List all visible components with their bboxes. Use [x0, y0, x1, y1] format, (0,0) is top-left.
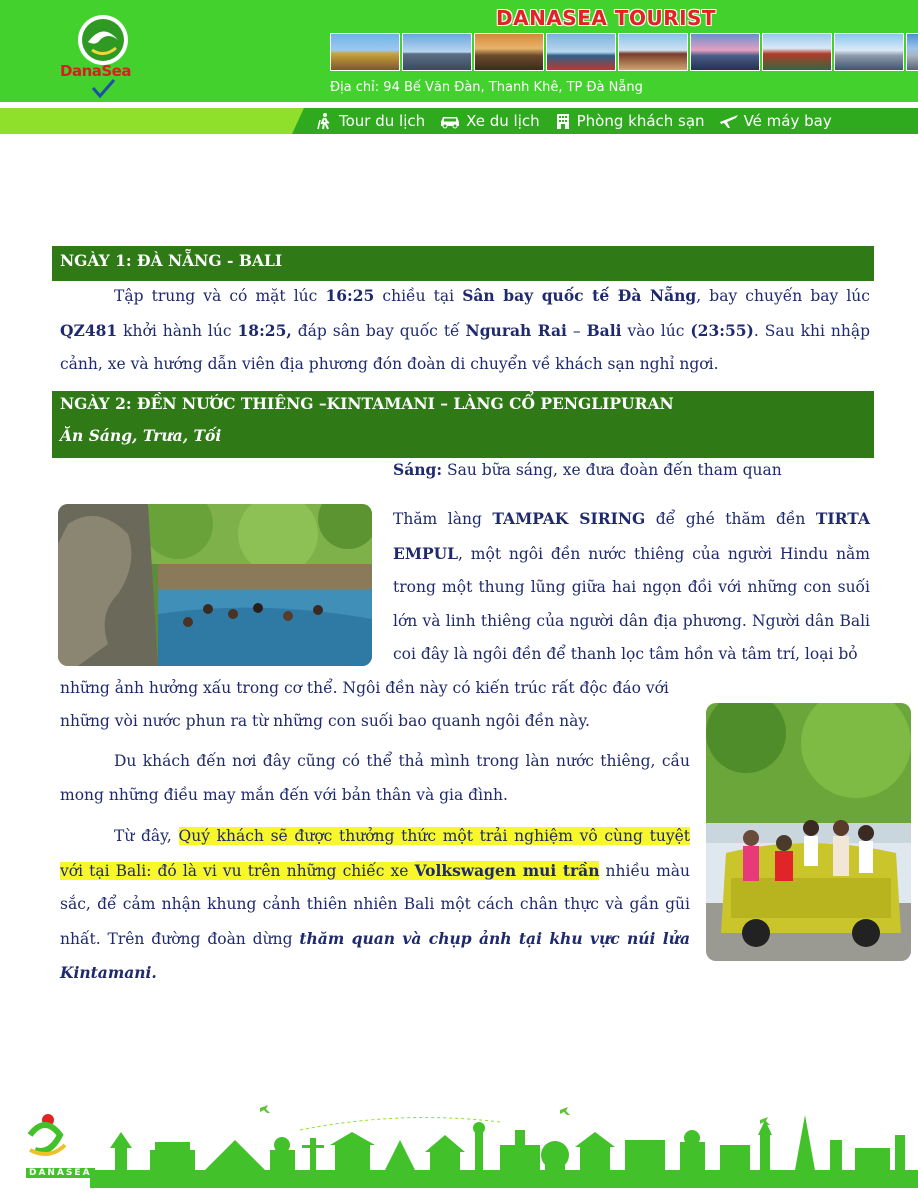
volkswagen-group-photo [706, 703, 911, 961]
photo-junk-boat [546, 33, 616, 71]
day2-morning-line: Sáng: Sau bữa sáng, xe đưa đoàn đến tham quan [393, 460, 782, 479]
destination-photo-strip [330, 33, 918, 71]
photo-palace [618, 33, 688, 71]
nav-item-label: Vé máy bay [743, 112, 832, 130]
photo-city-night [690, 33, 760, 71]
brand-name: DANASEA TOURIST [496, 6, 717, 30]
nav-item-label: Phòng khách sạn [576, 112, 705, 130]
tirta-empul-photo [58, 504, 372, 666]
nav-item-tour[interactable] [316, 112, 425, 130]
day2-title: NGÀY 2: ĐỀN NƯỚC THIÊNG –KINTAMANI – LÀNG CỔ PENGLIPURAN [60, 394, 674, 413]
day2-tampak-paragraph: Thăm làng TAMPAK SIRING để ghé thăm đền TIRTA EMPUL, một ngôi đền nước thiêng của người Hindu nằm trong một thung lũng giữa hai ngọn đồi với những con suối lớn và linh thiêng của người dân địa phương. Người dân Bali coi đây là ngôi đền để thanh lọc tâm hồn và tâm trí, loại bỏ [393, 509, 870, 663]
nav-item-flight[interactable] [719, 112, 832, 130]
day1-title: NGÀY 1: ĐÀ NẴNG - BALI [60, 251, 283, 270]
day1-paragraph: Tập trung và có mặt lúc 16:25 chiều tại Sân bay quốc tế Đà Nẵng, bay chuyến bay lúc QZ481 khởi hành lúc 18:25, đáp sân bay quốc tế Ngurah Rai – Bali vào lúc (23:55). Sau khi nhập cảnh, xe và hướng dẫn viên địa phương đón đoàn di chuyển về khách sạn nghỉ ngơi. [60, 286, 870, 373]
nav-bar [0, 108, 918, 134]
photo-thai-temple [330, 33, 400, 71]
car-icon [439, 112, 461, 130]
hotel-icon [554, 112, 572, 130]
danasea-logo[interactable] [58, 10, 148, 102]
nav-item-label: Xe du lịch [466, 112, 540, 130]
header-banner [0, 0, 918, 102]
logo-text: DanaSea [60, 62, 131, 80]
company-address: Địa chỉ: 94 Bế Văn Đàn, Thanh Khê, TP Đà Nẵng [330, 80, 643, 95]
day2-temple-line2: những vòi nước phun ra từ những con suối bao quanh ngôi đền này. [60, 712, 590, 730]
day2-temple-line1: những ảnh hưởng xấu trong cơ thể. Ngôi đền này có kiến trúc rất độc đáo với [60, 679, 669, 697]
day2-volkswagen-paragraph: Từ đây, Quý khách sẽ được thưởng thức một trải nghiệm vô cùng tuyệt với tại Bali: đó là vi vu trên những chiếc xe Volkswagen mui trần nhiều màu sắc, để cảm nhận khung cảnh thiên nhiên Bali một cách chân thực và gần gũi nhất. Trên đường đoàn dừng thăm quan và chụp ảnh tại khu vực núi lửa Kintamani. [60, 827, 691, 982]
nav-item-label: Tour du lịch [339, 112, 426, 130]
footer-landmarks [0, 1090, 918, 1188]
day2-meals: Ăn Sáng, Trưa, Tối [60, 426, 222, 445]
day1-heading [52, 246, 874, 281]
photo-pagodas [474, 33, 544, 71]
nav-item-car[interactable] [439, 112, 539, 130]
photo-merlion [834, 33, 904, 71]
nav-item-hotel[interactable] [554, 112, 705, 130]
photo-city-skyline [402, 33, 472, 71]
photo-japan-pagoda [762, 33, 832, 71]
day2-bathing-paragraph: Du khách đến nơi đây cũng có thể thả mình trong làn nước thiêng, cầu mong những điều may mắn đến với bản thân và gia đình. [60, 752, 690, 804]
photo-twin-towers [906, 33, 918, 71]
hiker-icon [316, 112, 334, 130]
footer-logo-text: DANASEA [26, 1168, 95, 1178]
plane-icon [719, 112, 739, 130]
highlighted-bold-text: Volkswagen mui trần [414, 860, 600, 880]
highlighted-text: Quý khách sẽ được thưởng thức một trải nghiệm vô cùng tuyệt với tại Bali: đó là vi vu trên những chiếc xe [60, 827, 690, 880]
nav-menu [316, 108, 832, 134]
day2-heading [52, 391, 874, 458]
